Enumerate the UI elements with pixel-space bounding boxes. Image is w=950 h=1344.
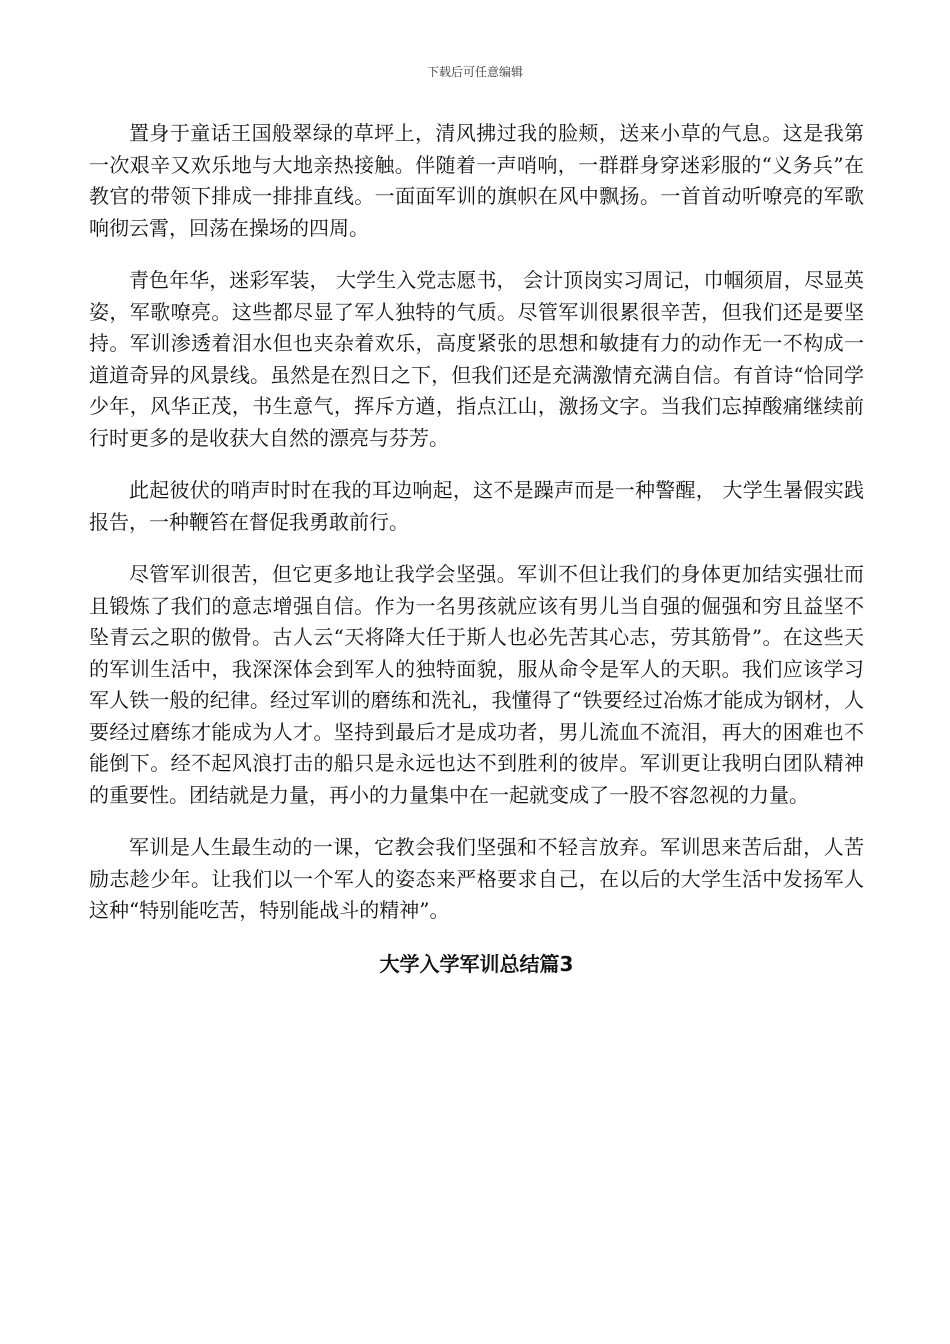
paragraph-3: 此起彼伏的哨声时时在我的耳边响起，这不是躁声而是一种警醒， 大学生暑假实践报告，一种鞭笞在督促我勇敢前行。 <box>89 478 864 534</box>
document-body <box>89 118 864 977</box>
paragraph-4: 尽管军训很苦，但它更多地让我学会坚强。军训不但让我们的身体更加结实强壮而且锻炼了我们的意志增强自信。作为一名男孩就应该有男儿当自强的倔强和穷且益坚不坠青云之职的傲骨。古人云“天将降大任于斯人也必先苦其心志，劳其筋骨”。在这些天的军训生活中，我深深体会到军人的独特面貌，服从命令是军人的天职。我们应该学习军人铁一般的纪律。经过军训的磨练和洗礼，我懂得了“铁要经过冶炼才能成为钢材，人要经过磨练才能成为人才。坚持到最后才是成功者，男儿流血不流泪，再大的困难也不能倒下。经不起风浪打击的船只是永远也达不到胜利的彼岸。军训更让我明白团队精神的重要性。团结就是力量，再小的力量集中在一起就变成了一股不容忽视的力量。 <box>89 562 864 807</box>
page-header-note: 下载后可任意编辑 <box>426 65 523 79</box>
paragraph-2: 青色年华，迷彩军装， 大学生入党志愿书， 会计顶岗实习周记，巾帼须眉，尽显英姿，军歌嘹亮。这些都尽显了军人独特的气质。尽管军训很累很辛苦，但我们还是要坚持。军训渗透着泪水但也夹杂着欢乐，高度紧张的思想和敏捷有力的动作无一不构成一道道奇异的风景线。虽然是在烈日之下，但我们还是充满激情充满自信。有首诗“恰同学少年，风华正茂，书生意气，挥斥方遒，指点江山，激扬文字。当我们忘掉酸痛继续前行时更多的是收获大自然的漂亮与芬芳。 <box>89 268 864 450</box>
section-heading: 大学入学军训总结篇3 <box>379 951 574 976</box>
paragraph-1: 置身于童话王国般翠绿的草坪上，清风拂过我的脸颊，送来小草的气息。这是我第一次艰辛又欢乐地与大地亲热接触。伴随着一声哨响，一群群身穿迷彩服的“义务兵”在教官的带领下排成一排排直线。一面面军训的旗帜在风中飘扬。一首首动听嘹亮的军歌响彻云霄，回荡在操场的四周。 <box>89 121 864 240</box>
paragraph-5: 军训是人生最生动的一课，它教会我们坚强和不轻言放弃。军训思来苦后甜，人苦励志趁少年。让我们以一个军人的姿态来严格要求自己，在以后的大学生活中发扬军人这种“特别能吃苦，特别能战斗的精神”。 <box>89 835 864 922</box>
